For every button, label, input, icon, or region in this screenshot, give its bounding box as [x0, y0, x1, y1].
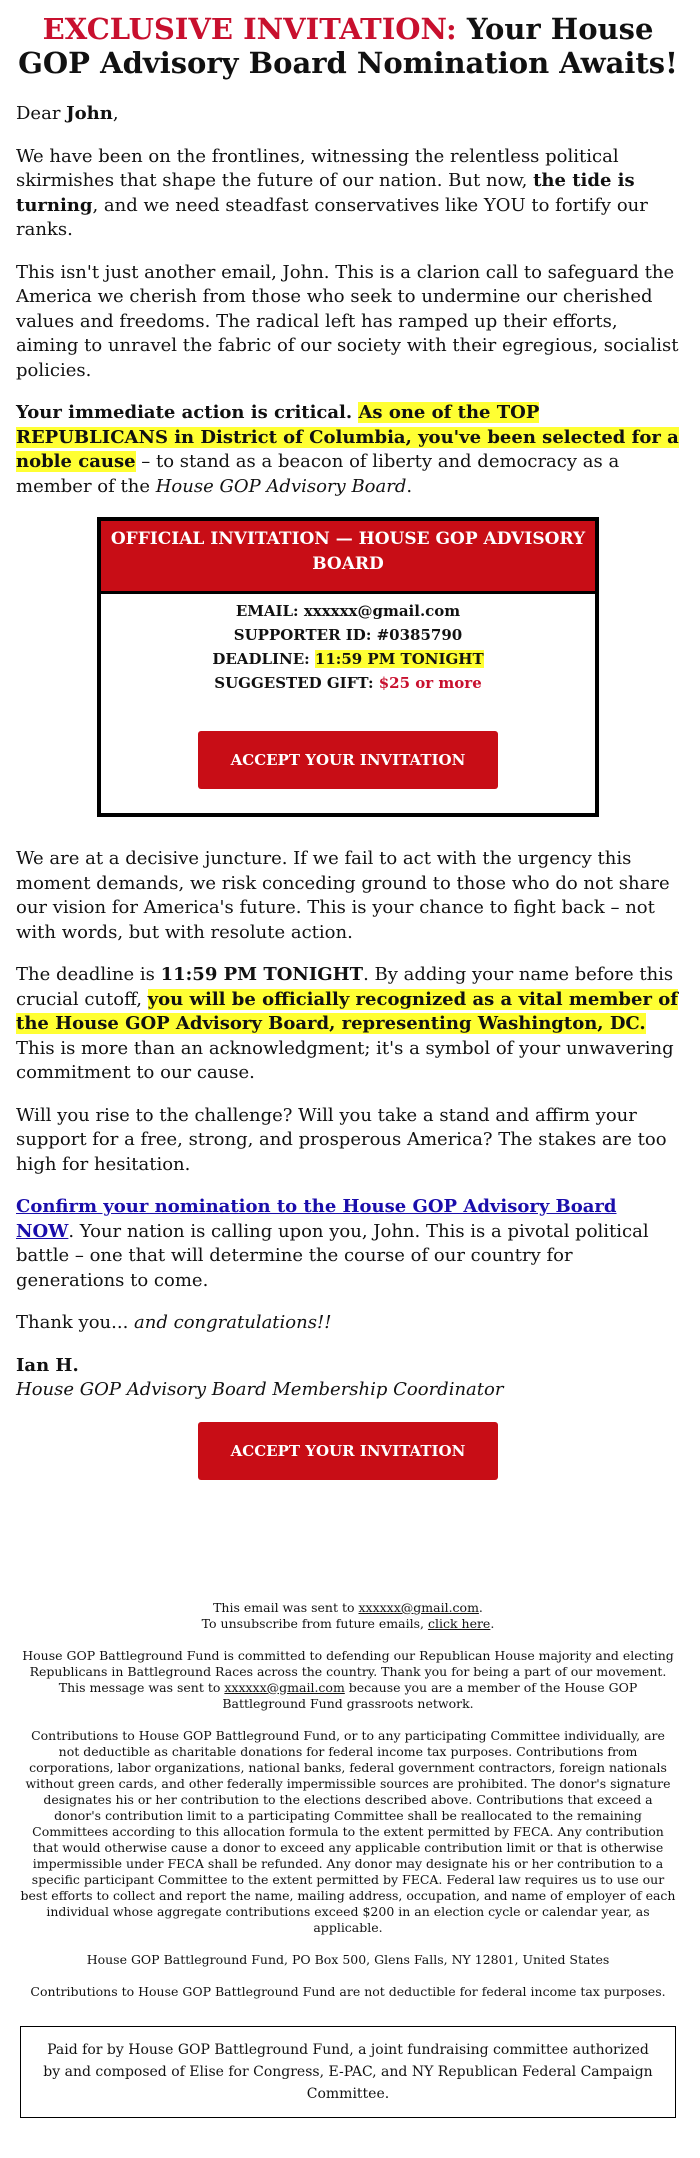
paragraph-1 [16, 145, 680, 243]
congrats-text: and congratulations!! [134, 1312, 332, 1333]
headline [16, 12, 680, 80]
paragraph-3 [16, 401, 680, 499]
headline-prefix: EXCLUSIVE INVITATION: [42, 12, 457, 46]
p5-deadline: 11:59 PM TONIGHT [160, 964, 364, 985]
invitation-deadline [101, 647, 595, 671]
gift-label: SUGGESTED GIFT: [214, 674, 379, 692]
id-value: #0385790 [376, 626, 463, 644]
footer [16, 1600, 680, 2118]
sent-text: This email was sent to [213, 1599, 359, 1615]
thanks [16, 1311, 680, 1336]
p5-highlight: you will be officially recognized as a vital member of the House GOP Advisory Board, representing Washington, DC. [16, 988, 678, 1034]
p3-dot: . [345, 402, 359, 423]
invitation-supporter-id [101, 623, 595, 647]
headline-text: Your House GOP Advisory Board Nomination Awaits! [18, 12, 678, 80]
accept-invitation-button[interactable]: ACCEPT YOUR INVITATION [198, 731, 498, 789]
signature-title: House GOP Advisory Board Membership Coordinator [16, 1378, 504, 1400]
unsubscribe-dot: . [490, 1615, 495, 1631]
signature-name: Ian H. [16, 1354, 79, 1376]
invitation-header: OFFICIAL INVITATION — HOUSE GOP ADVISORY BOARD [101, 521, 595, 594]
p3-text: – to stand as a beacon of liberty and democracy as a member of the [16, 451, 620, 497]
p3-bold: Your immediate action is critical [16, 402, 346, 423]
footer-address: House GOP Battleground Fund, PO Box 500, Glens Falls, NY 12801, United States [86, 1951, 610, 1967]
footer-about [20, 1648, 676, 1712]
p5-text-3: This is more than an acknowledgment; it's a symbol of your unwavering commitment to our cause. [16, 1037, 674, 1083]
unsubscribe-link[interactable]: click here [427, 1615, 491, 1631]
email-value: xxxxxx@gmail.com [303, 602, 461, 620]
email-label: EMAIL: [235, 602, 304, 620]
invitation-details [101, 594, 595, 813]
footer-tax: Contributions to House GOP Battleground Fund are not deductible for federal income tax purposes. [30, 1983, 666, 1999]
sent-dot: . [478, 1599, 483, 1615]
p7-text: . Your nation is calling upon you, John. This is a pivotal political battle – one that will determine the course of our country for generations to come. [16, 1220, 649, 1291]
paragraph-7 [16, 1195, 680, 1293]
sent-email-link[interactable]: xxxxxx@gmail.com [358, 1599, 479, 1615]
p1-bold: the tide is turning [16, 170, 635, 216]
paid-for-by-box: Paid for by House GOP Battleground Fund, a joint fundraising committee authorized by and composed of Elise for Congress, E-PAC, and NY Republican Federal Campaign Committee. [20, 2026, 676, 2118]
confirm-nomination-link[interactable]: Confirm your nomination to the House GOP Advisory Board NOW [16, 1196, 617, 1242]
p3-end: . [406, 475, 413, 497]
footer-legal: Contributions to House GOP Battleground Fund, or to any participating Committee individually, are not deductible as charitable donations for federal income tax purposes. Contributions from corporations, labor organizations, national banks, federal government contractors, foreign nationals without green cards, and other federally impermissible sources are prohibited. The donor's signature designates his or her contribution to the elections described above. Contributions that exceed a donor's contribution limit to a participating Committee shall be reallocated to the remaining Committees according to this allocation formula to the extent permitted by FECA. Any contribution that would otherwise cause a donor to exceed any applicable contribution limit or that is otherwise impermissible under FECA shall be refunded. Any donor may designate his or her contribution to a specific participant Committee to the extent permitted by FECA. Federal law requires us to use our best efforts to collect and report the name, mailing address, occupation, and name of employer of each individual whose aggregate contributions exceed $200 in an election cycle or calendar year, as applicable. [20, 1727, 676, 1935]
p3-highlight: As one of the TOP REPUBLICANS in District of Columbia, you've been selected for a noble cause [16, 402, 679, 472]
greeting-dear: Dear [16, 103, 67, 124]
paragraph-2: This isn't just another email, John. This is a clarion call to safeguard the America we cherish from those who seek to undermine our cherished values and freedoms. The radical left has ramped up their efforts, aiming to unravel the fabric of our society with their egregious, socialist policies. [16, 261, 679, 381]
paragraph-4: We are at a decisive juncture. If we fail to act with the urgency this moment demands, we risk conceding ground to those who do not share our vision for America's future. This is your chance to fight back – not with words, but with resolute action. [16, 848, 670, 943]
signature [16, 1354, 680, 1402]
deadline-value: 11:59 PM TONIGHT [314, 650, 484, 668]
about-text: House GOP Battleground Fund is committed to defending our Republican House majority and electing Republicans in Battleground Races across the country. Thank you for being a part of our movement. This message was sent to [22, 1647, 674, 1695]
greeting-comma: , [112, 103, 119, 124]
paragraph-5 [16, 963, 680, 1086]
thanks-text: Thank you... [16, 1312, 135, 1333]
id-label: SUPPORTER ID: [233, 626, 377, 644]
greeting [16, 102, 680, 127]
unsubscribe-text: To unsubscribe from future emails, [201, 1615, 428, 1631]
about-text-end: because you are a member of the House GOP Battleground Fund grassroots network. [222, 1679, 638, 1711]
invitation-email [101, 599, 595, 623]
p3-italic: House GOP Advisory Board [155, 475, 407, 497]
p1-text: We have been on the frontlines, witnessing the relentless political skirmishes that shape the future of our nation. But now, [16, 145, 619, 191]
p5-text-2: . By adding your name before this crucial cutoff, [16, 964, 674, 1010]
recipient-name: John [66, 103, 113, 124]
footer-sent [20, 1600, 676, 1632]
invitation-card [97, 517, 599, 817]
accept-invitation-button-2[interactable]: ACCEPT YOUR INVITATION [198, 1422, 498, 1480]
invitation-gift [101, 671, 595, 695]
p1-text-end: , and we need steadfast conservatives like YOU to fortify our ranks. [16, 194, 648, 240]
gift-value: $25 or more [378, 674, 482, 692]
deadline-label: DEADLINE: [212, 650, 315, 668]
about-email-link[interactable]: xxxxxx@gmail.com [224, 1679, 345, 1695]
paragraph-6: Will you rise to the challenge? Will you take a stand and affirm your support for a free, strong, and prosperous America? The stakes are too high for hesitation. [16, 1104, 667, 1175]
p5-text: The deadline is [16, 964, 161, 985]
